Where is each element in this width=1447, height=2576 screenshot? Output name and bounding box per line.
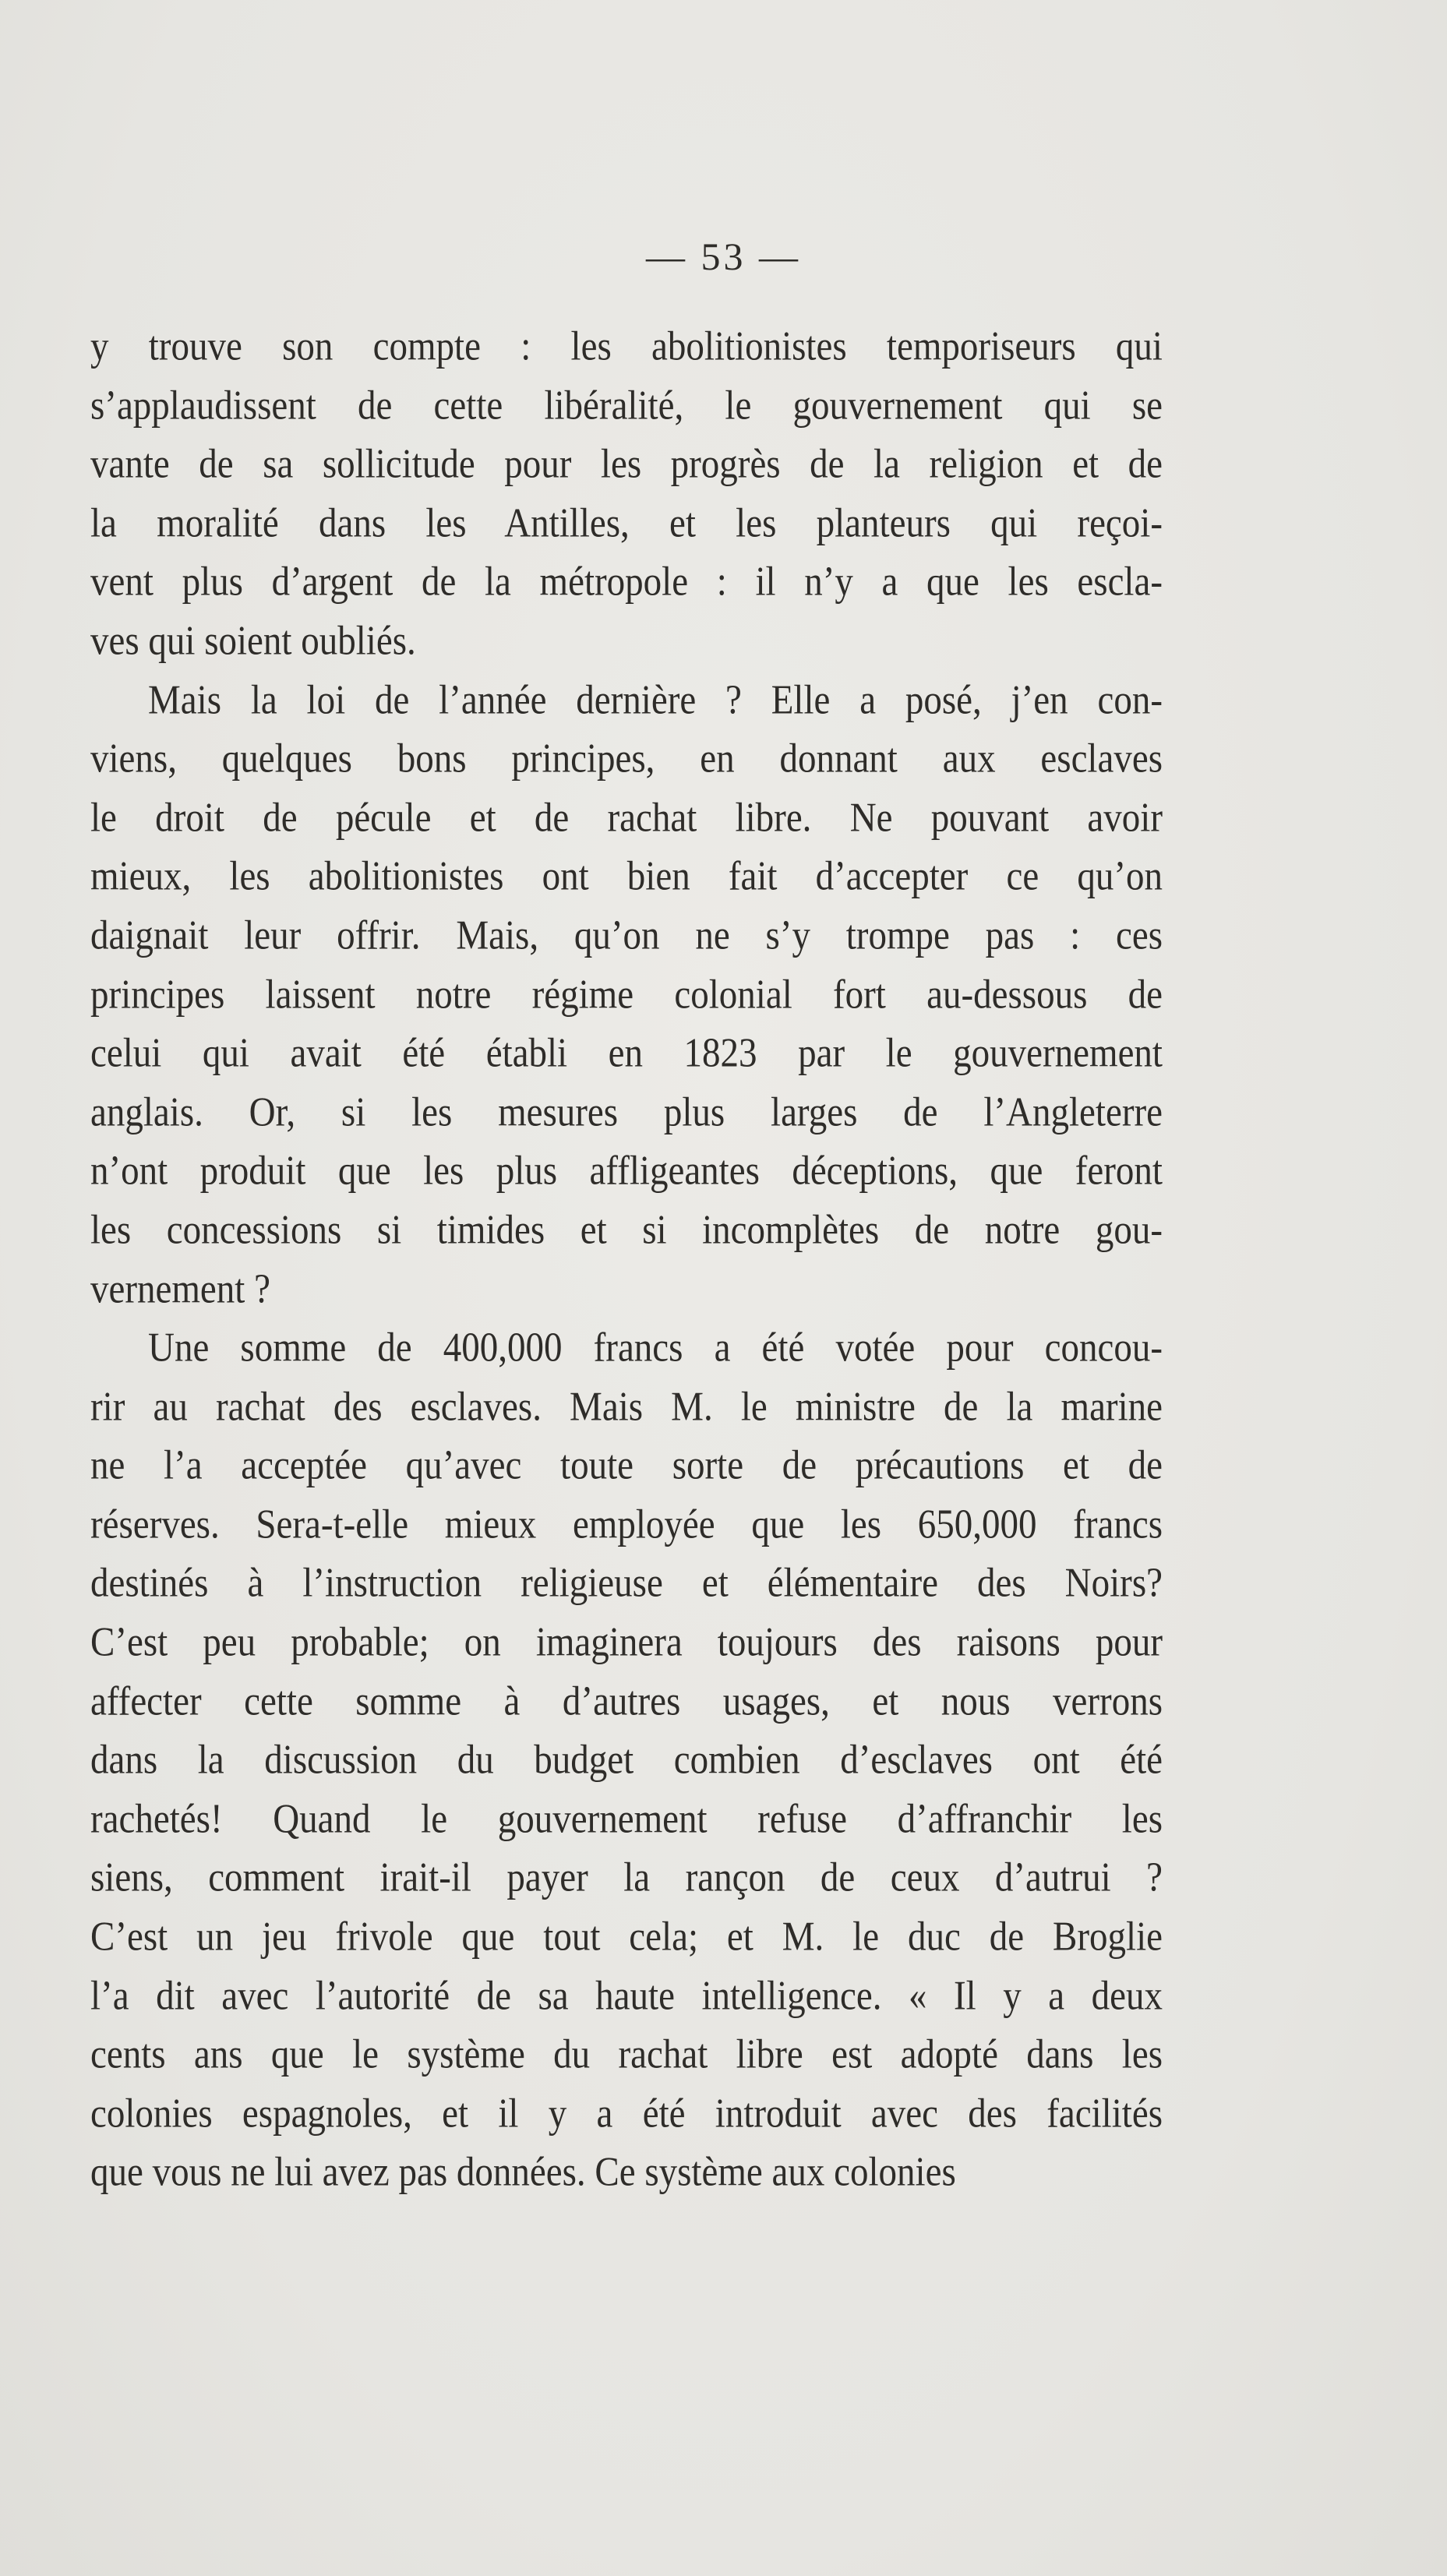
text-line: siens, comment irait-il payer la rançon de ceux d’autrui ?: [90, 1855, 1163, 1901]
text-line: colonies espagnoles, et il y a été introduit avec des facilités: [90, 2091, 1163, 2137]
text-line: vent plus d’argent de la métropole : il n’y a que les escla-: [90, 559, 1163, 605]
text-line: C’est peu probable; on imaginera toujours des raisons pour: [90, 1619, 1163, 1666]
text-line: affecter cette somme à d’autres usages, et nous verrons: [90, 1678, 1163, 1724]
text-line: viens, quelques bons principes, en donnant aux esclaves: [90, 736, 1163, 782]
text-line: Une somme de 400,000 francs a été votée pour concou-: [148, 1325, 1163, 1371]
text-line: cents ans que le système du rachat libre est adopté dans les: [90, 2032, 1163, 2078]
text-line: ne l’a acceptée qu’avec toute sorte de précautions et de: [90, 1443, 1163, 1489]
text-line: réserves. Sera-t-elle mieux employée que les 650,000 francs: [90, 1501, 1163, 1547]
body-text: [90, 318, 1163, 2203]
text-line: C’est un jeu frivole que tout cela; et M. le duc de Broglie: [90, 1914, 1163, 1960]
text-line: la moralité dans les Antilles, et les planteurs qui reçoi-: [90, 500, 1163, 546]
text-line: vante de sa sollicitude pour les progrès de la religion et de: [90, 441, 1163, 488]
text-line: que vous ne lui avez pas données. Ce système aux colonies: [90, 2150, 956, 2196]
text-line: rir au rachat des esclaves. Mais M. le ministre de la marine: [90, 1384, 1163, 1430]
text-line: le droit de pécule et de rachat libre. Ne pouvant avoir: [90, 795, 1163, 841]
text-line: ves qui soient oubliés.: [90, 618, 416, 664]
text-line: l’a dit avec l’autorité de sa haute intelligence. « Il y a deux: [90, 1973, 1163, 2019]
text-line: y trouve son compte : les abolitionistes temporiseurs qui: [90, 323, 1163, 370]
text-line: mieux, les abolitionistes ont bien fait d’accepter ce qu’on: [90, 854, 1163, 900]
text-line: destinés à l’instruction religieuse et élémentaire des Noirs?: [90, 1561, 1163, 1607]
text-line: dans la discussion du budget combien d’esclaves ont été: [90, 1738, 1163, 1784]
text-line: les concessions si timides et si incomplètes de notre gou-: [90, 1207, 1163, 1253]
text-line: anglais. Or, si les mesures plus larges de l’Angleterre: [90, 1089, 1163, 1135]
text-line: principes laissent notre régime colonial fort au-dessous de: [90, 972, 1163, 1018]
text-line: rachetés! Quand le gouvernement refuse d’affranchir les: [90, 1796, 1163, 1842]
text-line: s’applaudissent de cette libéralité, le gouvernement qui se: [90, 383, 1163, 429]
text-line: n’ont produit que les plus affligeantes déceptions, que feront: [90, 1149, 1163, 1194]
text-line: Mais la loi de l’année dernière ? Elle a posé, j’en con-: [148, 677, 1163, 723]
text-line: daignait leur offrir. Mais, qu’on ne s’y trompe pas : ces: [90, 912, 1163, 958]
page-number: — 53 —: [646, 235, 801, 278]
text-line: celui qui avait été établi en 1823 par le gouvernement: [90, 1030, 1163, 1077]
text-line: vernement ?: [90, 1266, 270, 1312]
